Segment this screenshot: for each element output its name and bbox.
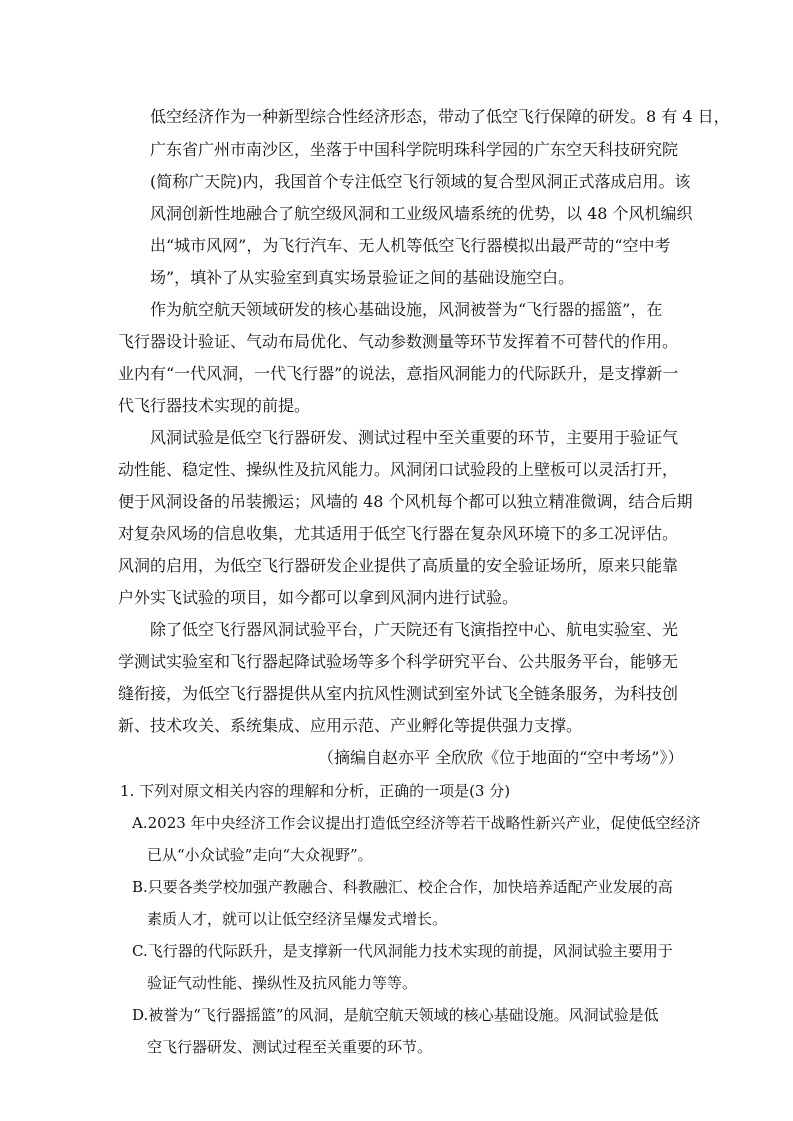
paragraph-line: 广东省广州市南沙区，坐落于中国科学院明珠科学园的广东空天科技研究院 bbox=[150, 140, 679, 159]
paragraph-line: 动性能、稳定性、操纵性及抗风能力。风洞闭口试验段的上壁板可以灵活打开， bbox=[118, 460, 679, 479]
question-stem: 1. 下列对原文相关内容的理解和分析，正确的一项是(3 分) bbox=[120, 782, 511, 800]
paragraph-line: 飞行器设计验证、气动布局优化、气动参数测量等环节发挥着不可替代的作用。 bbox=[118, 332, 679, 351]
paragraph-line: 学测试实验室和飞行器起降试验场等多个科学研究平台、公共服务平台，能够无 bbox=[118, 652, 679, 671]
paragraph-line: 出“城市风网”，为飞行汽车、无人机等低空飞行器模拟出最严苛的“空中考 bbox=[150, 236, 671, 255]
paragraph-line: 户外实飞试验的项目，如今都可以拿到风洞内进行试验。 bbox=[118, 588, 519, 607]
paragraph-line: 低空经济作为一种新型综合性经济形态，带动了低空飞行保障的研发。8 有 4 日， bbox=[150, 107, 730, 126]
option-line: 验证气动性能、操纵性及抗风能力等等。 bbox=[147, 974, 418, 992]
option-line: B.只要各类学校加强产教融合、科教融汇、校企合作，加快培养适配产业发展的高 bbox=[132, 878, 673, 896]
source-attribution: （摘编自赵亦平 全欣欣《位于地面的“空中考场”》） bbox=[318, 748, 684, 767]
option-line: A.2023 年中央经济工作会议提出打造低空经济等若干战略性新兴产业，促使低空经济 bbox=[132, 814, 701, 832]
paragraph-line: 风洞试验是低空飞行器研发、测试过程中至关重要的环节，主要用于验证气 bbox=[150, 428, 679, 447]
paragraph-line: 代飞行器技术实现的前提。 bbox=[118, 396, 311, 415]
paragraph-line: 作为航空航天领域研发的核心基础设施，风洞被誉为“飞行器的摇篮”，在 bbox=[150, 300, 663, 319]
paragraph-line: 风洞的启用，为低空飞行器研发企业提供了高质量的安全验证场所，原来只能靠 bbox=[118, 556, 679, 575]
paragraph-line: (简称广天院)内，我国首个专注低空飞行领域的复合型风洞正式落成启用。该 bbox=[150, 172, 691, 191]
option-line: 素质人才，就可以让低空经济呈爆发式增长。 bbox=[147, 910, 448, 928]
paragraph-line: 便于风洞设备的吊装搬运；风墙的 48 个风机每个都可以独立精准微调，结合后期 bbox=[118, 492, 693, 511]
option-line: 空飞行器研发、测试过程至关重要的环节。 bbox=[147, 1038, 433, 1056]
paragraph-line: 新、技术攻关、系统集成、应用示范、产业孵化等提供强力支撑。 bbox=[118, 716, 583, 735]
paragraph-line: 风洞创新性地融合了航空级风洞和工业级风墙系统的优势，以 48 个风机编织 bbox=[150, 204, 693, 223]
paragraph-line: 对复杂风场的信息收集，尤其适用于低空飞行器在复杂风环境下的多工况评估。 bbox=[118, 524, 679, 543]
option-line: C.飞行器的代际跃升，是支撑新一代风洞能力技术实现的前提，风洞试验主要用于 bbox=[132, 942, 673, 960]
option-line: 已从“小众试验”走向“大众视野”。 bbox=[147, 846, 373, 864]
paragraph-line: 业内有“一代风洞，一代飞行器”的说法，意指风洞能力的代际跃升，是支撑新一 bbox=[118, 364, 679, 383]
paragraph-line: 除了低空飞行器风洞试验平台，广天院还有飞演指控中心、航电实验室、光 bbox=[150, 620, 679, 639]
paragraph-line: 场”，填补了从实验室到真实场景验证之间的基础设施空白。 bbox=[150, 268, 575, 287]
paragraph-line: 缝衔接，为低空飞行器提供从室内抗风性测试到室外试飞全链条服务，为科技创 bbox=[118, 684, 679, 703]
option-line: D.被誉为“飞行器摇篮”的风洞，是航空航天领域的核心基础设施。风洞试验是低 bbox=[132, 1006, 659, 1024]
